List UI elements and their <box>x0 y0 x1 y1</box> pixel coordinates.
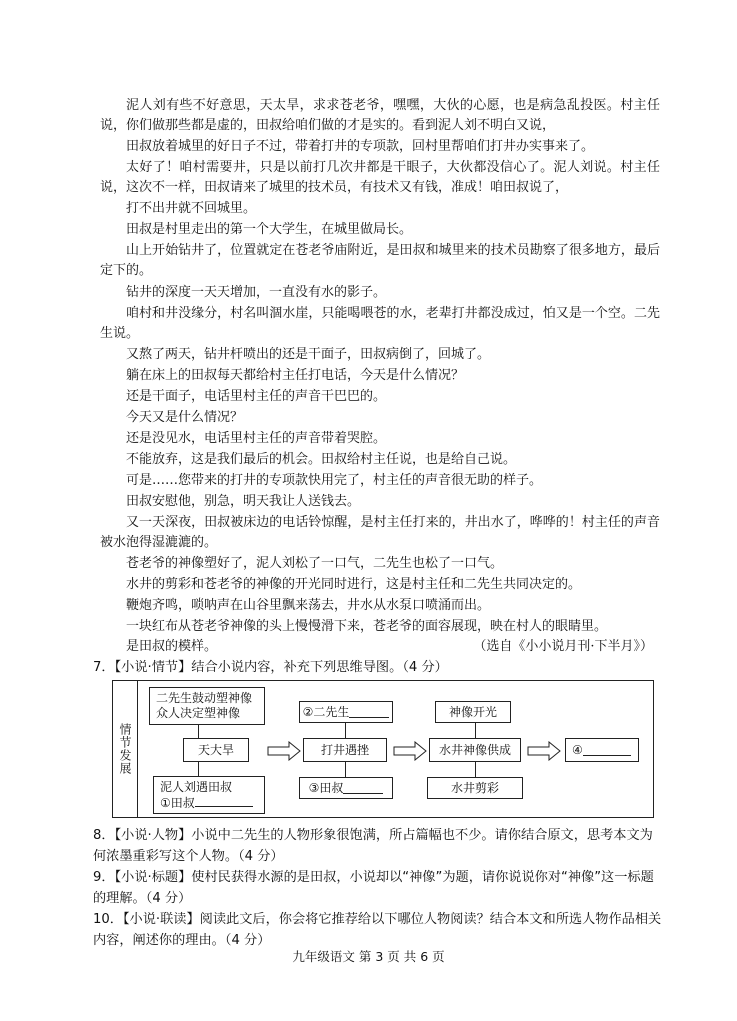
story-paragraph: 田叔安慰他，别急，明天我让人送钱去。 <box>126 494 361 509</box>
answer-blank[interactable] <box>343 782 383 794</box>
story-paragraph: 又熬了两天，钻井杆喷出的还是干面子，田叔病倒了，回城了。 <box>126 347 491 362</box>
mindmap-side-label: 情节发展 <box>113 681 138 817</box>
story-paragraph: 鞭炮齐鸣，唢呐声在山谷里飘来荡去，井水从水泵口喷涌而出。 <box>126 598 491 613</box>
answer-blank[interactable] <box>583 744 631 756</box>
arrow-icon <box>267 741 301 761</box>
story-paragraph: 今天又是什么情况？ <box>126 410 244 425</box>
story-paragraph: 可是……您带来的打井的专项款快用完了，村主任的声音很无助的样子。 <box>126 473 543 488</box>
box-drought: 天大旱 <box>183 738 249 762</box>
story-paragraph: 还是干面子，电话里村主任的声音干巴巴的。 <box>126 389 387 404</box>
answer-blank[interactable] <box>195 795 253 807</box>
story-paragraph: 咱村和井没缘分，村名叫涸水崖，只能喝喂苍的水，老辈打井都没成过，怕又是一个空。二先生说。 <box>100 306 660 342</box>
story-paragraph: 一块红布从苍老爷神像的头上慢慢滑下来，苍老爷的面容展现，映在村人的眼睛里。 <box>126 619 608 634</box>
arrow-icon <box>527 741 561 761</box>
box-well-ribbon: 水井剪彩 <box>427 777 523 799</box>
arrow-icon <box>393 741 427 761</box>
story-paragraph: 苍老爷的神像塑好了，泥人刘松了一口气，二先生也松了一口气。 <box>126 556 504 571</box>
page-footer: 九年级语文 第 3 页 共 6 页 <box>292 949 445 964</box>
box-second-er-xiansheng: ②二先生 <box>299 701 393 723</box>
story-paragraph: 水井的剪彩和苍老爷的神像的开光同时进行，这是村主任和二先生共同决定的。 <box>126 577 582 592</box>
story-paragraph: 钻井的深度一天天增加，一直没有水的影子。 <box>126 285 387 300</box>
box-well-setback: 打井遇挫 <box>303 738 387 762</box>
box-statue-opening: 神像开光 <box>435 701 511 723</box>
story-paragraph: 不能放弃，这是我们最后的机会。田叔给村主任说，也是给自己说。 <box>126 452 517 467</box>
story-paragraph: 田叔是村里走出的第一个大学生，在城里做局长。 <box>126 222 413 237</box>
story-paragraph: 田叔放着城里的好日子不过，带着打井的专项款，回村里帮咱们打井办实事来了。 <box>126 139 595 154</box>
story-paragraph: 躺在床上的田叔每天都给村主任打电话，今天是什么情况？ <box>126 368 465 383</box>
box-fourth: ④ <box>565 738 639 762</box>
story-paragraph: 山上开始钻井了，位置就定在苍老爷庙附近，是田叔和城里来的技术员勘察了很多地方，最后定下的。 <box>100 243 660 279</box>
story-paragraph: 泥人刘有些不好意思，天太旱，求求苍老爷，嘿嘿，大伙的心愿，也是病急乱投医。村主任说，你们做那些都是虚的，田叔给咱们做的才是实的。看到泥人刘不明白又说， <box>100 98 660 134</box>
box-third-tianshu: ③田叔 <box>299 777 393 799</box>
question-10: 10．【小说·联读】阅读此文后，你会将它推荐给以下哪位人物阅读？结合本文和所选人物作品相关内容，阐述你的理由。（4 分） <box>93 912 662 948</box>
story-paragraph: 又一天深夜，田叔被床边的电话铃惊醒，是村主任打来的，井出水了，哗哗的！村主任的声音被水泡得湿漉漉的。 <box>100 515 660 551</box>
box-nirenliu-meets-tianshu: 泥人刘遇田叔 ①田叔 <box>153 776 265 814</box>
question-7: 7．【小说·情节】结合小说内容，补充下列思维导图。（4 分） <box>93 660 448 675</box>
story-paragraph: 是田叔的模样。 <box>126 639 218 654</box>
story-source: （选自《小小说月刊·下半月》） <box>473 639 653 654</box>
plot-mindmap <box>112 680 654 818</box>
story-paragraph: 太好了！咱村需要井，只是以前打几次井都是干眼子，大伙都没信心了。泥人刘说。村主任说，这次不一样，田叔请来了城里的技术员，有技术又有钱，准成！咱田叔说了， <box>100 160 660 196</box>
answer-blank[interactable] <box>349 706 389 718</box>
story-paragraph: 打不出井就不回城里。 <box>126 201 257 216</box>
story-paragraph: 还是没见水，电话里村主任的声音带着哭腔。 <box>126 431 387 446</box>
box-well-statue-done: 水井神像供成 <box>429 738 521 762</box>
question-9: 9．【小说·标题】使村民获得水源的是田叔，小说却以“神像”为题，请你说说你对“神像”这一标题的理解。（4 分） <box>93 870 654 906</box>
box-statue-decision: 二先生鼓动塑神像 众人决定塑神像 <box>149 687 265 725</box>
question-8: 8．【小说·人物】小说中二先生的人物形象很饱满，所占篇幅也不少。请你结合原文，思考本文为何浓墨重彩写这个人物。（4 分） <box>93 828 653 864</box>
